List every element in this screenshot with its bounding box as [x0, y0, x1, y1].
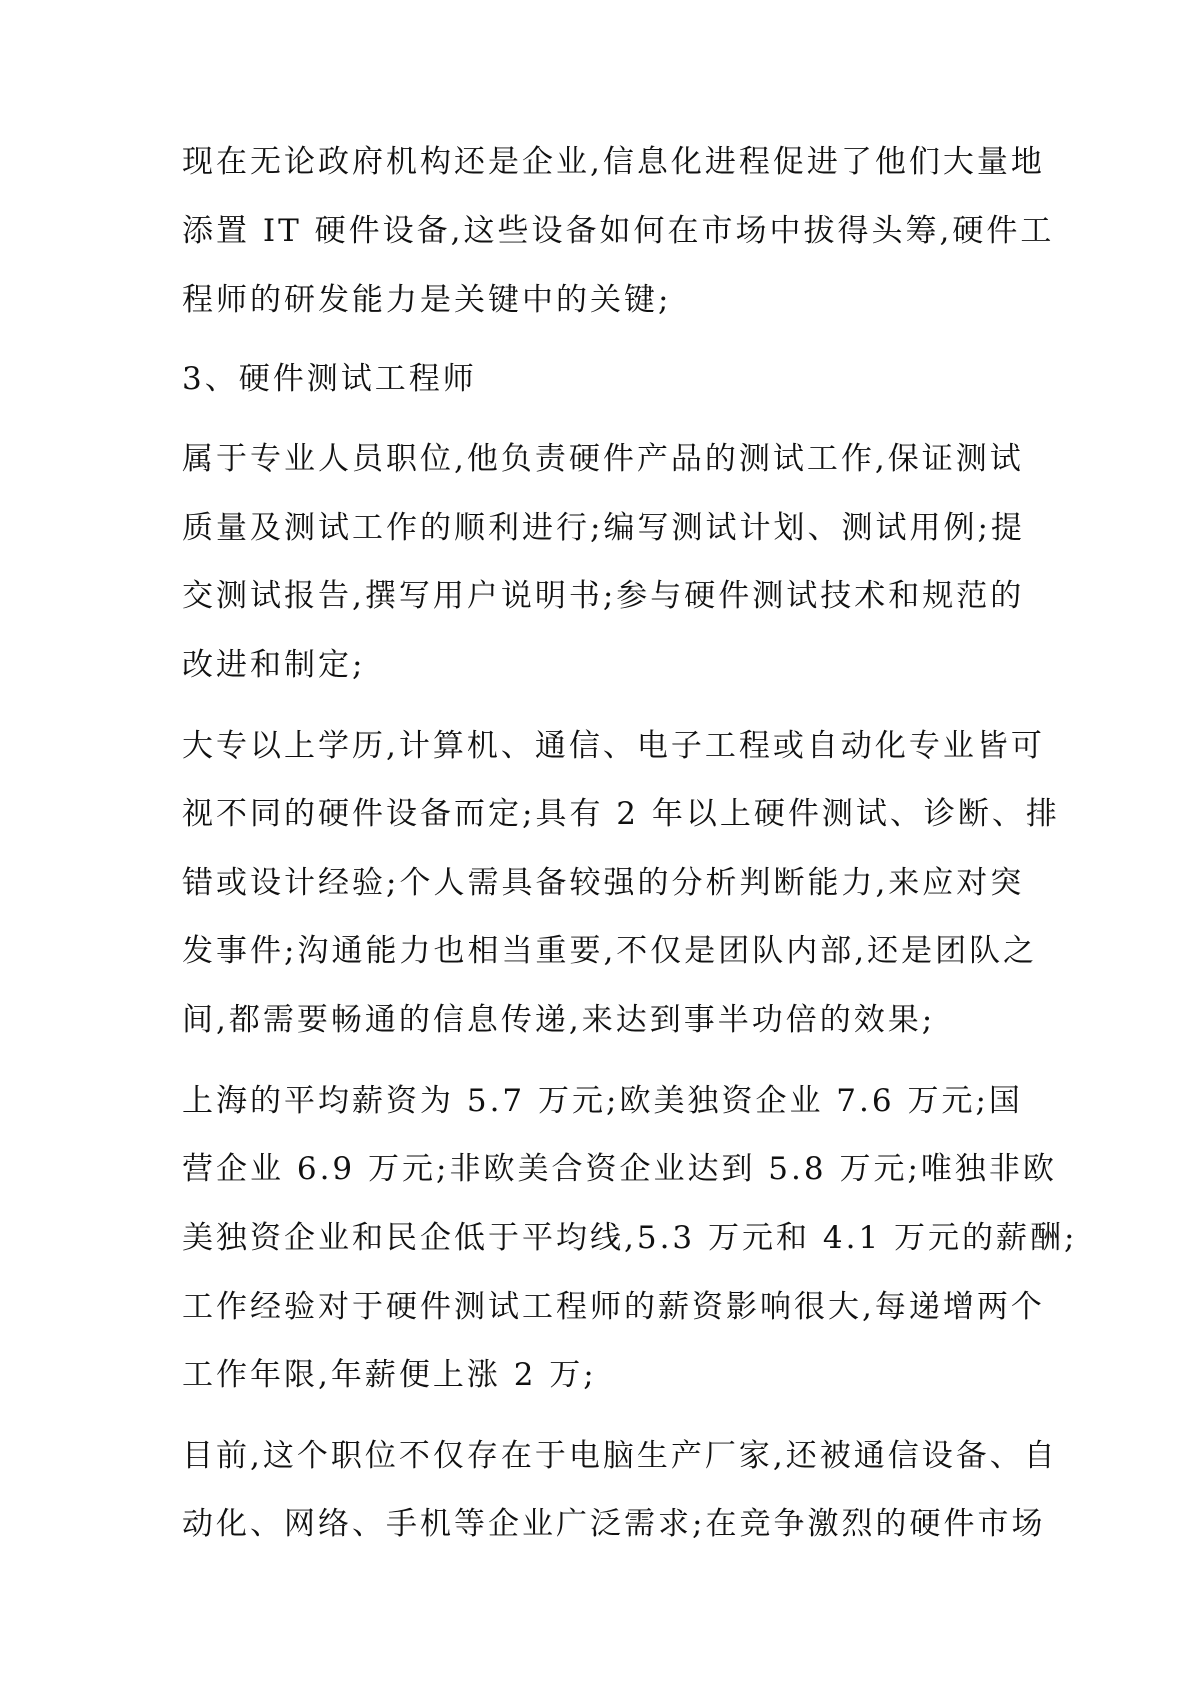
text-line-12: 发事件;沟通能力也相当重要,不仅是团队内部,还是团队之: [182, 933, 1038, 969]
text-line-9: 大专以上学历,计算机、通信、电子工程或自动化专业皆可: [182, 728, 1045, 764]
text-line-1: 现在无论政府机构还是企业,信息化进程促进了他们大量地: [182, 144, 1045, 180]
text-line-6: 质量及测试工作的顺利进行;编写测试计划、测试用例;提: [182, 510, 1025, 546]
text-line-10: 视不同的硬件设备而定;具有 2 年以上硬件测试、诊断、排: [182, 796, 1060, 832]
text-line-13: 间,都需要畅通的信息传递,来达到事半功倍的效果;: [182, 1002, 936, 1038]
text-line-15: 营企业 6.9 万元;非欧美合资企业达到 5.8 万元;唯独非欧: [182, 1151, 1057, 1187]
text-line-14: 上海的平均薪资为 5.7 万元;欧美独资企业 7.6 万元;国: [182, 1083, 1023, 1119]
text-line-2: 添置 IT 硬件设备,这些设备如何在市场中拔得头筹,硬件工: [182, 213, 1055, 249]
text-line-17: 工作经验对于硬件测试工程师的薪资影响很大,每递增两个: [182, 1289, 1045, 1325]
text-line-16: 美独资企业和民企低于平均线,5.3 万元和 4.1 万元的薪酬;: [182, 1220, 1078, 1256]
text-line-18: 工作年限,年薪便上涨 2 万;: [182, 1357, 597, 1393]
text-line-20: 动化、网络、手机等企业广泛需求;在竞争激烈的硬件市场: [182, 1506, 1046, 1542]
text-line-8: 改进和制定;: [182, 647, 366, 683]
text-line-5: 属于专业人员职位,他负责硬件产品的测试工作,保证测试: [182, 441, 1024, 477]
section-heading: 3、硬件测试工程师: [182, 361, 477, 397]
text-line-19: 目前,这个职位不仅存在于电脑生产厂家,还被通信设备、自: [182, 1438, 1058, 1474]
text-line-7: 交测试报告,撰写用户说明书;参与硬件测试技术和规范的: [182, 578, 1025, 614]
text-line-3: 程师的研发能力是关键中的关键;: [182, 282, 672, 318]
text-line-11: 错或设计经验;个人需具备较强的分析判断能力,来应对突: [182, 865, 1025, 901]
